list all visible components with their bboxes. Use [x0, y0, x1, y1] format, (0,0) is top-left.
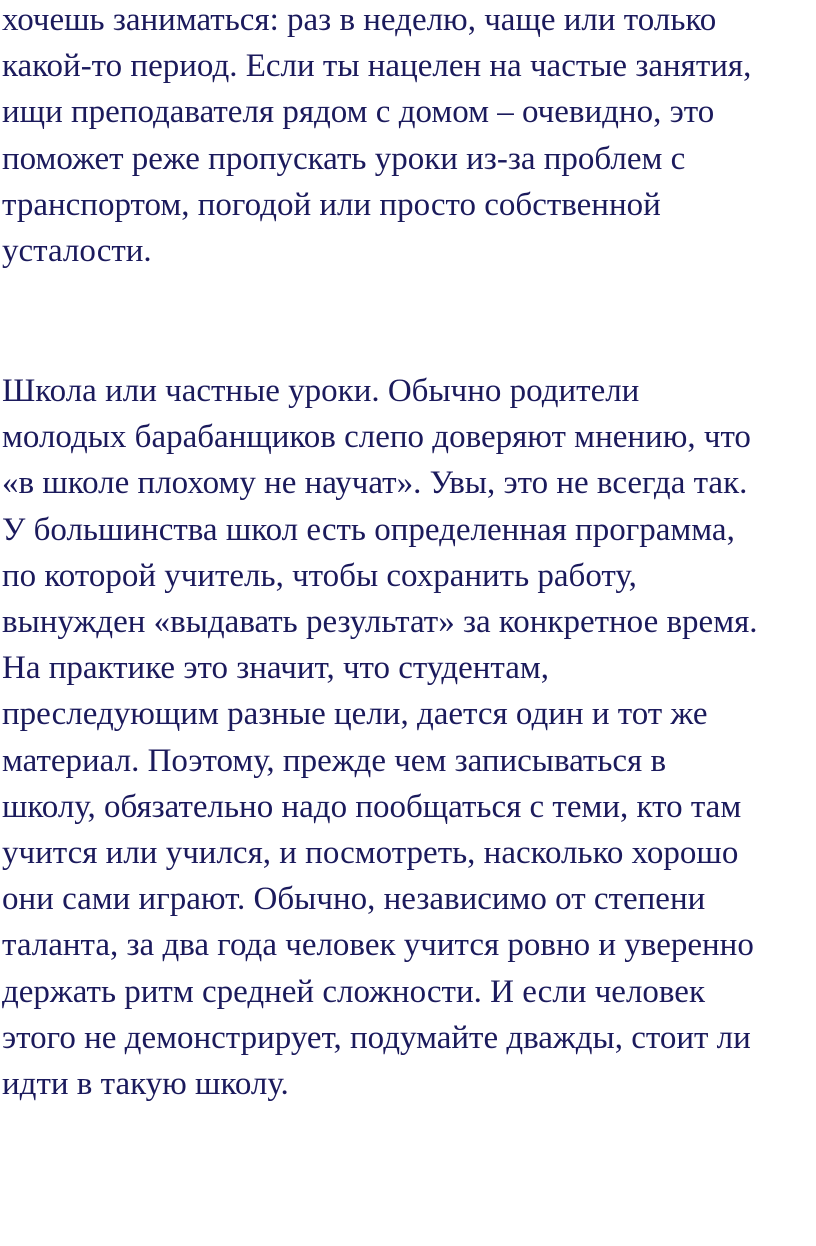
paragraph-lesson-frequency: хочешь заниматься: раз в неделю, чаще или только какой-то период. Если ты нацелен на частые занятия, ищи преподавателя рядом с домом – очевидно, это поможет реже пропускать уроки из-за проблем с транспортом, погодой или просто собственной усталости. — [2, 2, 752, 270]
paragraph-school-or-private-lessons: Школа или частные уроки. Обычно родители молодых барабанщиков слепо доверяют мнению, что «в школе плохому не научат». Увы, это не всегда так. У большинства школ есть определенная программа, по которой учитель, чтобы сохранить работу, вынужден «выдавать результат» за конкретное время. На практике это значит, что студентам, преследующим разные цели, дается один и тот же материал. Поэтому, прежде чем записываться в школу, обязательно надо пообщаться с теми, кто там учится или учился, и посмотреть, насколько хорошо они сами играют. Обычно, независимо от степени таланта, за два года человек учится ровно и уверенно держать ритм средней сложности. И если человек этого не демонстрирует, подумайте дважды, стоит ли идти в такую школу. — [2, 373, 758, 1103]
